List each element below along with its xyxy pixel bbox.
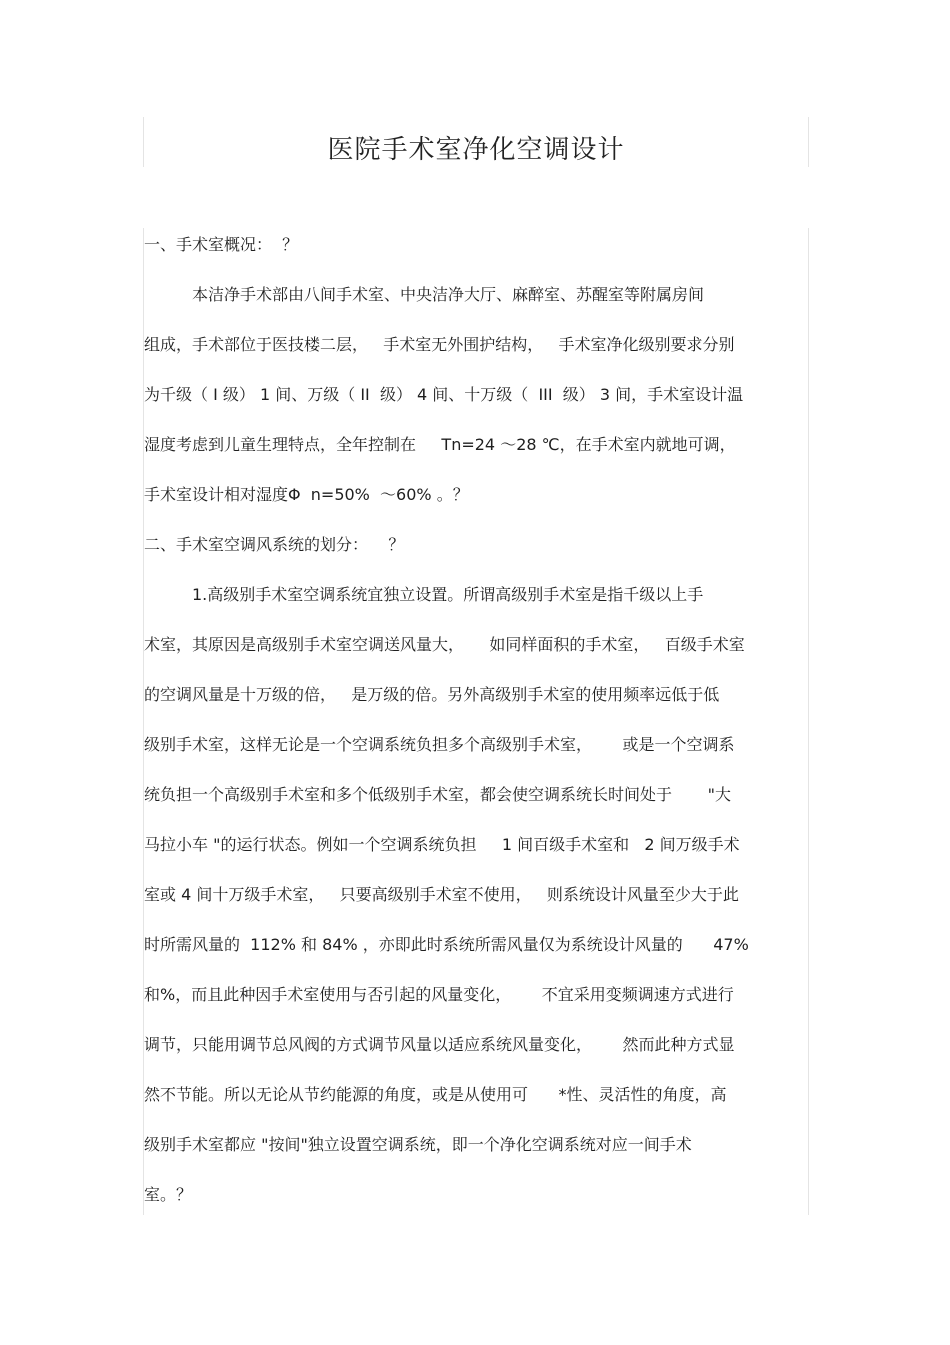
paragraph-line: 湿度考虑到儿童生理特点，全年控制在 Tn=24 ～28 ℃，在手术室内就地可调，: [144, 435, 736, 454]
document-body: [143, 228, 809, 1215]
paragraph-line: 马拉小车 "的运行状态。例如一个空调系统负担 1 间百级手术室和 2 间万级手术: [144, 835, 740, 854]
paragraph-line: 时所需风量的 112% 和 84% ，亦即此时系统所需风量仅为系统设计风量的 47%: [144, 935, 749, 954]
document-title: 医院手术室净化空调设计: [327, 135, 625, 165]
paragraph-line: 手术室设计相对湿度Φ n=50% ～60% 。？: [144, 485, 469, 504]
paragraph-line: 为千级（ I 级） 1 间、万级（ II 级） 4 间、十万级（ III 级） 3 间，手术室设计温: [144, 385, 744, 404]
paragraph-line: 然不节能。所以无论从节约能源的角度，或是从使用可 *性、灵活性的角度，高: [144, 1085, 727, 1104]
paragraph-line: 调节，只能用调节总风阀的方式调节风量以适应系统风量变化， 然而此种方式显: [144, 1035, 735, 1054]
paragraph-line: 级别手术室都应 "按间"独立设置空调系统，即一个净化空调系统对应一间手术: [144, 1135, 692, 1154]
paragraph-line: 术室，其原因是高级别手术室空调送风量大， 如同样面积的手术室， 百级手术室: [144, 635, 745, 654]
paragraph-line: 室或 4 间十万级手术室， 只要高级别手术室不使用， 则系统设计风量至少大于此: [144, 885, 739, 904]
paragraph-line: 本洁净手术部由八间手术室、中央洁净大厅、麻醉室、苏醒室等附属房间: [192, 285, 705, 304]
paragraph-line: 统负担一个高级别手术室和多个低级别手术室，都会使空调系统长时间处于 "大: [144, 785, 731, 804]
title-frame: [143, 117, 809, 167]
section-heading-1: 一、手术室概况： ？: [144, 235, 299, 254]
paragraph-line: 1.高级别手术室空调系统宜独立设置。所谓高级别手术室是指千级以上手: [192, 585, 704, 604]
paragraph-line: 组成，手术部位于医技楼二层， 手术室无外围护结构， 手术室净化级别要求分别: [144, 335, 735, 354]
paragraph-line: 和%，而且此种因手术室使用与否引起的风量变化， 不宜采用变频调速方式进行: [144, 985, 734, 1004]
paragraph-line: 的空调风量是十万级的倍， 是万级的倍。另外高级别手术室的使用频率远低于低: [144, 685, 720, 704]
paragraph-line: 级别手术室，这样无论是一个空调系统负担多个高级别手术室， 或是一个空调系: [144, 735, 735, 754]
paragraph-line: 室。？: [144, 1185, 193, 1204]
section-heading-2: 二、手术室空调风系统的划分： ？: [144, 535, 405, 554]
